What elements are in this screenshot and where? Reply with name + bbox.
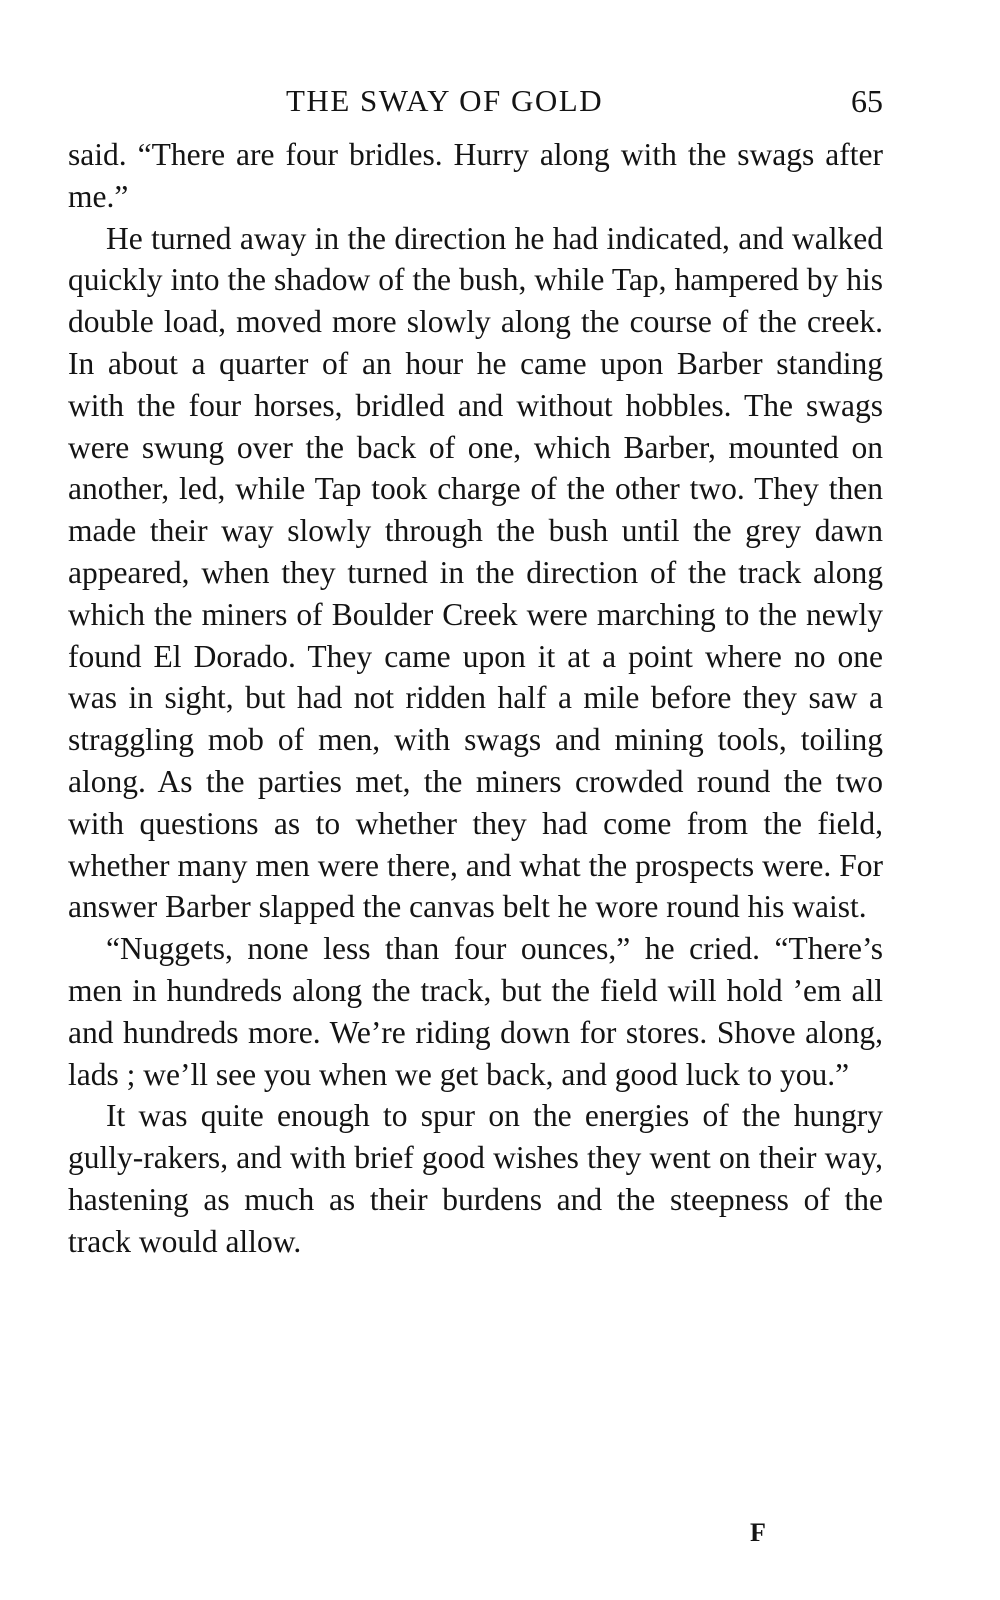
paragraph: said. “There are four bridles. Hurry along with the swags after me.” xyxy=(68,137,883,214)
paragraph: “Nuggets, none less than four ounces,” he cried. “There’s men in hundreds along the track, but the field will hold ’em all and hundreds more. We’re riding down for stores. Shove along, lads ; we’ll see you when we get back, and good luck to you.” xyxy=(68,931,883,1092)
signature-mark: F xyxy=(750,1518,766,1547)
page-number: 65 xyxy=(851,83,883,119)
running-head xyxy=(68,78,883,124)
body-text xyxy=(68,134,883,1263)
paragraph: He turned away in the direction he had indicated, and walked quickly into the shadow of the bush, while Tap, hampered by his double load, moved more slowly along the course of the creek. In about a quarter of an hour he came upon Barber standing with the four horses, bridled and without hobbles. The swags were swung over the back of one, which Barber, mounted on another, led, while Tap took charge of the other two. They then made their way slowly through the bush until the grey dawn appeared, when they turned in the direction of the track along which the miners of Boulder Creek were marching to the newly found El Dorado. They came upon it at a point where no one was in sight, but had not ridden half a mile before they saw a straggling mob of men, with swags and mining tools, toiling along. As the parties met, the miners crowded round the two with questions as to whether they had come from the field, whether many men were there, and what the prospects were. For answer Barber slapped the canvas belt he wore round his waist. xyxy=(68,220,883,925)
paragraph: It was quite enough to spur on the energies of the hungry gully-rakers, and with brief good wishes they went on their way, hastening as much as their burdens and the steepness of the track would allow. xyxy=(68,1098,883,1259)
running-title: THE SWAY OF GOLD xyxy=(286,83,604,118)
book-page xyxy=(68,78,883,1263)
